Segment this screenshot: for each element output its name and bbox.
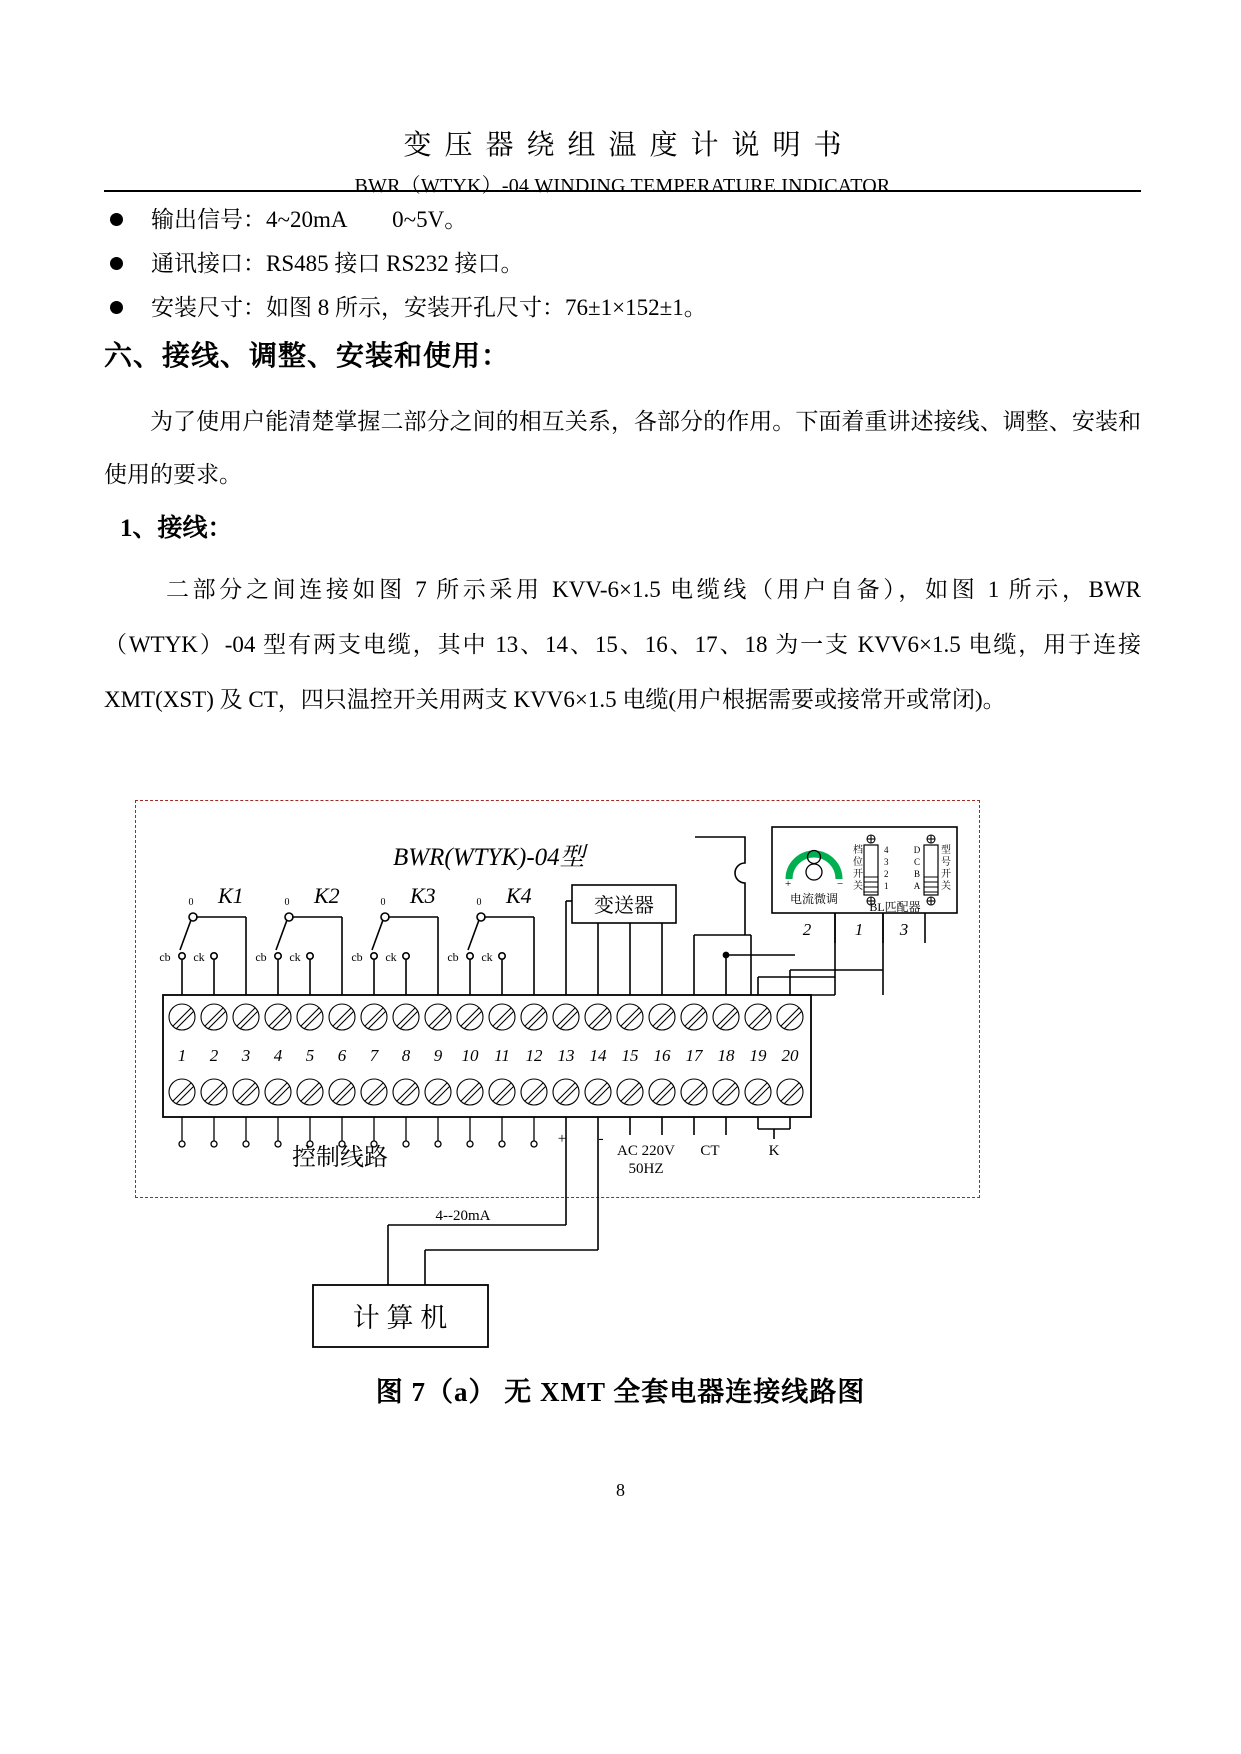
range-switch-label-c4: 关 — [853, 881, 863, 892]
knob-plus-label: + — [785, 878, 792, 890]
terminal-number: 7 — [369, 1046, 379, 1065]
range-position: 4 — [884, 845, 889, 855]
computer-label: 计 算 机 — [352, 1303, 448, 1333]
bullet-dot-icon — [110, 213, 123, 226]
switch-no-label: ck — [385, 950, 397, 964]
ct-wiring — [694, 1117, 726, 1159]
terminal-number: 8 — [401, 1046, 411, 1065]
switch-no-label: ck — [481, 950, 493, 964]
section-heading: 六、接线、调整、安装和使用： — [104, 341, 511, 372]
spec-bullet-list — [104, 198, 1141, 330]
document-header — [104, 128, 1141, 198]
terminal-number: 15 — [621, 1046, 639, 1065]
model-switch-label-c1: 型 — [941, 845, 951, 856]
terminal-number: 11 — [494, 1046, 510, 1065]
range-switch-label-c2: 位 — [853, 857, 863, 868]
terminal-number: 9 — [433, 1046, 443, 1065]
k-label: K — [768, 1143, 780, 1159]
signal-range-label: 4--20mA — [435, 1208, 491, 1224]
switch-common-label: 0 — [188, 897, 194, 908]
model-switch-label-c4: 关 — [941, 881, 951, 892]
switch-name-label: K1 — [218, 883, 244, 908]
terminal-number: 16 — [653, 1046, 671, 1065]
terminal-number: 2 — [209, 1046, 219, 1065]
computer-box — [313, 1285, 488, 1347]
switch-common-label: 0 — [380, 897, 386, 908]
current-trim-label: 电流微调 — [789, 892, 839, 906]
knob-minus-label: − — [837, 878, 844, 890]
k-output-wiring — [758, 1117, 790, 1159]
switch-nc-label: cb — [351, 950, 363, 964]
current-trim-arc — [789, 854, 839, 879]
document-title-english: BWR（WTYK）-04 WINDING TEMPERATURE INDICATOR — [354, 175, 891, 197]
bullet-text: 通讯接口：RS485 接口 RS232 接口。 — [151, 251, 524, 276]
transmitter-box — [566, 885, 676, 995]
terminal-number: 6 — [337, 1046, 347, 1065]
model-position: C — [913, 857, 921, 867]
terminal-number: 18 — [717, 1046, 735, 1065]
bullet-dot-icon — [110, 301, 123, 314]
document-title-chinese: 变压器绕组温度计说明书 — [403, 130, 855, 161]
power-wiring — [617, 1117, 675, 1177]
bullet-dot-icon — [110, 257, 123, 270]
terminal-number: 4 — [273, 1046, 283, 1065]
switch-name-label: K2 — [314, 883, 340, 908]
header-divider-rule — [104, 190, 1141, 192]
figure-caption: 图 7（a） 无 XMT 全套电器连接线路图 — [375, 1377, 866, 1407]
terminal-number: 20 — [781, 1046, 799, 1065]
wiring-paragraph: 二部分之间连接如图 7 所示采用 KVV-6×1.5 电缆线（用户自备），如图 1 所示，BWR（WTYK）-04 型有两支电缆，其中 13、14、15、16、17、18 为一支 KVV6×1.5 电缆，用于连接 XMT(XST) 及 CT，四只温控开关用两支 KVV6×1.5 电缆(用户根据需要或接常开或常闭)。 — [104, 577, 1141, 712]
sub-heading-wiring: 1、接线： — [120, 515, 233, 542]
bl-matcher-module — [772, 827, 957, 943]
switch-nc-label: cb — [447, 950, 459, 964]
polarity-plus-label: + — [557, 1131, 567, 1147]
intro-paragraph: 为了使用户能清楚掌握二部分之间的相互关系，各部分的作用。下面着重讲述接线、调整、安装和使用的要求。 — [104, 409, 1141, 487]
terminal-number: 10 — [461, 1046, 479, 1065]
switch-group-k3 — [351, 883, 438, 995]
wiring-diagram — [135, 795, 1005, 1385]
bl-matcher-label: BL匹配器 — [869, 900, 921, 914]
polarity-minus-label: - — [598, 1131, 604, 1147]
bullet-text: 安装尺寸：如图 8 所示，安装开孔尺寸：76±1×152±1。 — [151, 295, 707, 320]
list-item — [104, 198, 1141, 242]
range-switch — [853, 835, 889, 905]
bullet-text: 输出信号：4~20mA 0~5V。 — [151, 207, 468, 232]
switch-name-label: K4 — [506, 883, 532, 908]
transmitter-label: 变送器 — [594, 895, 654, 917]
model-position: D — [913, 845, 921, 855]
range-switch-label-c1: 档 — [853, 845, 863, 856]
terminal-screws-top — [169, 1004, 803, 1030]
switch-common-label: 0 — [476, 897, 482, 908]
terminal-number: 19 — [749, 1046, 767, 1065]
matcher-pin: 1 — [854, 920, 864, 939]
switch-common-label: 0 — [284, 897, 290, 908]
control-circuit-label: 控制线路 — [292, 1145, 388, 1171]
model-switch-label-c3: 开 — [941, 869, 951, 880]
terminal-number: 14 — [589, 1046, 607, 1065]
model-switch — [914, 835, 951, 905]
terminal-screws-bottom — [169, 1079, 803, 1105]
range-position: 2 — [884, 869, 889, 879]
switch-group-k4 — [447, 883, 534, 995]
terminal-number: 1 — [177, 1046, 187, 1065]
matcher-pin: 2 — [802, 920, 812, 939]
switch-nc-label: cb — [159, 950, 171, 964]
terminal-number: 13 — [557, 1046, 575, 1065]
switch-group-k2 — [255, 883, 342, 995]
range-position: 1 — [884, 881, 889, 891]
ct-label: CT — [700, 1143, 720, 1159]
terminal-number: 5 — [305, 1046, 315, 1065]
switch-name-label: K3 — [410, 883, 436, 908]
page-number: 8 — [616, 1480, 625, 1500]
terminal-number: 17 — [685, 1046, 703, 1065]
range-position: 3 — [884, 857, 889, 867]
terminal-number-labels — [178, 1046, 799, 1065]
terminal-number: 3 — [241, 1046, 251, 1065]
model-switch-label-c2: 号 — [941, 857, 951, 868]
list-item — [104, 286, 1141, 330]
device-model-title: BWR(WTYK)-04型 — [393, 844, 585, 871]
model-position: B — [913, 869, 921, 879]
switch-no-label: ck — [193, 950, 205, 964]
output-signal-wiring — [388, 1117, 604, 1285]
power-label-line1: AC 220V — [617, 1143, 675, 1159]
switch-no-label: ck — [289, 950, 301, 964]
switch-nc-label: cb — [255, 950, 267, 964]
power-label-line2: 50HZ — [628, 1161, 664, 1177]
terminal-number: 12 — [525, 1046, 543, 1065]
range-switch-label-c3: 开 — [853, 869, 863, 880]
list-item — [104, 242, 1141, 286]
model-position: A — [913, 881, 921, 891]
switch-group-k1 — [159, 883, 246, 995]
bottom-lead-stubs — [179, 1117, 537, 1147]
matcher-pin: 3 — [899, 920, 909, 939]
